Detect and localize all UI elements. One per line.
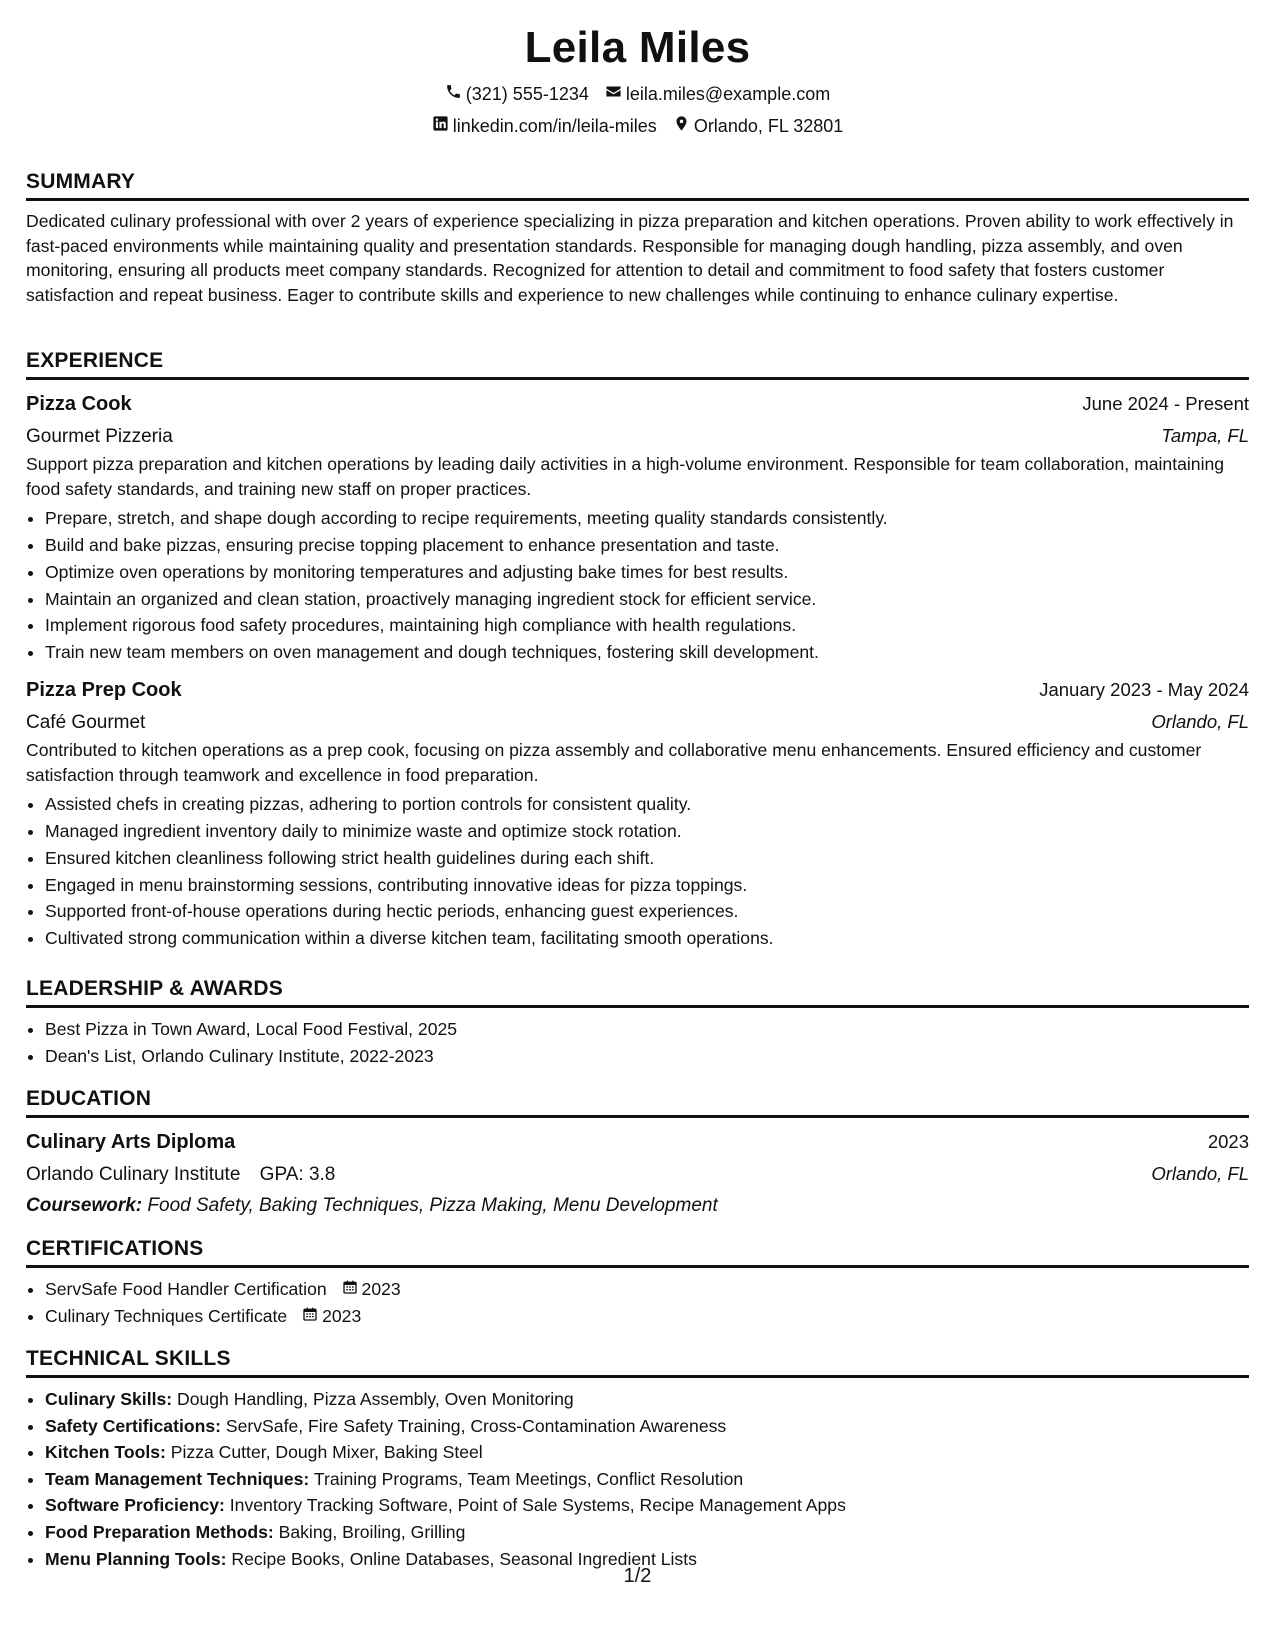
school-info [26,1159,335,1191]
job-entry [26,674,1249,952]
list-item: • Prepare, stretch, and shape dough according to recipe requirements, meeting quality standards consistently. [45,505,1249,532]
certification-date [302,1303,361,1330]
list-item: • Train new team members on oven management and dough techniques, fostering skill development. [45,639,1249,666]
list-item: • Maintain an organized and clean station, proactively managing ingredient stock for efficient service. [45,586,1249,613]
certifications-section [26,1235,1249,1330]
job-company-row [26,420,1249,452]
coursework [26,1190,1249,1222]
certification-date [342,1276,401,1303]
email-link[interactable]: leila.miles@example.com [625,84,831,104]
section-title-certifications: CERTIFICATIONS [26,1235,1249,1268]
contact-linkedin [432,112,657,140]
location-text: Orlando, FL 32801 [693,116,844,136]
skills-section [26,1345,1249,1572]
skill-label: Safety Certifications: [45,1415,221,1436]
list-item: • Implement rigorous food safety procedures, maintaining high compliance with health regulations. [45,612,1249,639]
list-item [45,1466,1249,1493]
list-item: • Cultivated strong communication within a diverse kitchen team, facilitating smooth operations. [45,925,1249,952]
job-bullets [26,791,1249,952]
skill-value: Dough Handling, Pizza Assembly, Oven Monitoring [177,1389,574,1409]
skills-list [26,1386,1249,1572]
contact-row-primary [26,80,1249,108]
job-company: Gourmet Pizzeria [26,426,173,447]
skill-value: Baking, Broiling, Grilling [278,1521,466,1542]
skill-label: Team Management Techniques: [45,1468,310,1489]
job-header-row [26,674,1249,706]
list-item: • Assisted chefs in creating pizzas, adhering to portion controls for consistent quality. [45,791,1249,818]
list-item [45,1439,1249,1466]
section-title-experience: EXPERIENCE [26,347,1249,380]
map-pin-icon [673,112,690,140]
list-item [45,1413,1249,1440]
page-number: 1/2 [623,1565,652,1587]
summary-section [26,168,1249,307]
skill-value: Recipe Books, Online Databases, Seasonal Ingredient Lists [231,1548,697,1569]
job-company-row [26,706,1249,738]
list-item: • Optimize oven operations by monitoring temperatures and adjusting bake times for best results. [45,559,1249,586]
contact-location [673,112,843,140]
resume-page [26,0,1249,1569]
section-title-leadership: LEADERSHIP & AWARDS [26,975,1249,1008]
skill-value: ServSafe, Fire Safety Training, Cross-Contamination Awareness [225,1415,727,1436]
job-description: Support pizza preparation and kitchen operations by leading daily activities in a high-volume environment. Responsible for team collaboration, maintaining food safety standards, and training new staff on proper practices. [26,454,1225,499]
skill-label: Software Proficiency: [45,1495,225,1516]
list-item: • Managed ingredient inventory daily to minimize waste and optimize stock rotation. [45,818,1249,845]
job-description: Contributed to kitchen operations as a prep cook, focusing on pizza assembly and collaborative menu enhancements. Ensured efficiency and customer satisfaction through teamwork and excellence in food preparation. [26,739,1202,785]
skill-value: Inventory Tracking Software, Point of Sale Systems, Recipe Management Apps [229,1495,846,1516]
list-item: • Ensured kitchen cleanliness following strict health guidelines during each shift. [45,845,1249,872]
school-name: Orlando Culinary Institute [26,1164,241,1185]
job-location: Orlando, FL [1151,710,1249,732]
school-row [26,1158,1249,1190]
skill-label: Food Preparation Methods: [45,1521,274,1542]
certification-year: 2023 [361,1279,401,1299]
list-item: • Engaged in menu brainstorming sessions, contributing innovative ideas for pizza toppings. [45,872,1249,899]
summary-text: Dedicated culinary professional with over 2 years of experience specializing in pizza preparation and kitchen operations. Proven ability to work effectively in fast-paced environments while maintaining quality and presentation standards. Responsible for managing dough handling, pizza assembly, and oven monitoring, ensuring all products meet company standards. Recognized for attention to detail and commitment to food safety that fosters customer satisfaction and repeat business. Eager to contribute skills and experience to new challenges while continuing to enhance culinary expertise. [26,211,1234,305]
calendar-icon [342,1276,358,1303]
skill-value: Training Programs, Team Meetings, Conflict Resolution [313,1468,744,1489]
list-item: • Supported front-of-house operations during hectic periods, enhancing guest experiences. [45,898,1249,925]
envelope-icon [605,80,622,108]
contact-email [605,80,830,108]
job-title: Pizza Prep Cook [26,678,182,701]
linkedin-icon [432,112,449,140]
education-section [26,1085,1249,1222]
gpa: GPA: 3.8 [259,1164,336,1185]
section-title-education: EDUCATION [26,1085,1249,1118]
degree-row [26,1126,1249,1158]
graduation-year: 2023 [1207,1131,1249,1152]
certification-name: Culinary Techniques Certificate [45,1305,288,1326]
experience-section [26,347,1249,952]
coursework-list: Food Safety, Baking Techniques, Pizza Making, Menu Development [147,1195,718,1216]
school-location: Orlando, FL [1151,1163,1249,1184]
job-company: Café Gourmet [26,711,146,733]
contact-phone [445,80,589,108]
awards-list [26,1016,1249,1070]
job-header-row [26,388,1249,420]
calendar-icon [302,1303,318,1330]
candidate-name: Leila Miles [524,23,751,72]
contact-row-secondary [26,112,1249,140]
certification-year: 2023 [322,1305,362,1326]
job-dates: June 2024 - Present [1082,393,1249,414]
list-item [45,1303,1249,1330]
job-title: Pizza Cook [26,393,132,415]
job-location: Tampa, FL [1161,425,1249,446]
skill-label: Menu Planning Tools: [45,1548,227,1569]
list-item: • Dean's List, Orlando Culinary Institute, 2022-2023 [45,1043,1249,1070]
coursework-label: Coursework: [26,1195,143,1216]
list-item [45,1386,1249,1413]
list-item: • Best Pizza in Town Award, Local Food Festival, 2025 [45,1016,1249,1043]
degree-title: Culinary Arts Diploma [26,1131,236,1153]
skill-label: Kitchen Tools: [45,1442,166,1463]
skill-value: Pizza Cutter, Dough Mixer, Baking Steel [170,1442,483,1463]
skill-label: Culinary Skills: [45,1389,173,1409]
phone-icon [445,80,462,108]
phone-text[interactable]: (321) 555-1234 [465,84,589,104]
job-dates: January 2023 - May 2024 [1039,678,1249,700]
job-bullets [26,505,1249,666]
list-item [45,1519,1249,1546]
section-title-summary: SUMMARY [26,168,1249,201]
list-item [45,1492,1249,1519]
list-item: • Build and bake pizzas, ensuring precise topping placement to enhance presentation and taste. [45,532,1249,559]
list-item [45,1276,1249,1303]
certification-name: ServSafe Food Handler Certification [45,1279,327,1299]
section-title-skills: TECHNICAL SKILLS [26,1345,1249,1378]
leadership-section [26,975,1249,1070]
certifications-list [26,1276,1249,1330]
job-entry [26,388,1249,666]
linkedin-link[interactable]: linkedin.com/in/leila-miles [452,116,657,136]
